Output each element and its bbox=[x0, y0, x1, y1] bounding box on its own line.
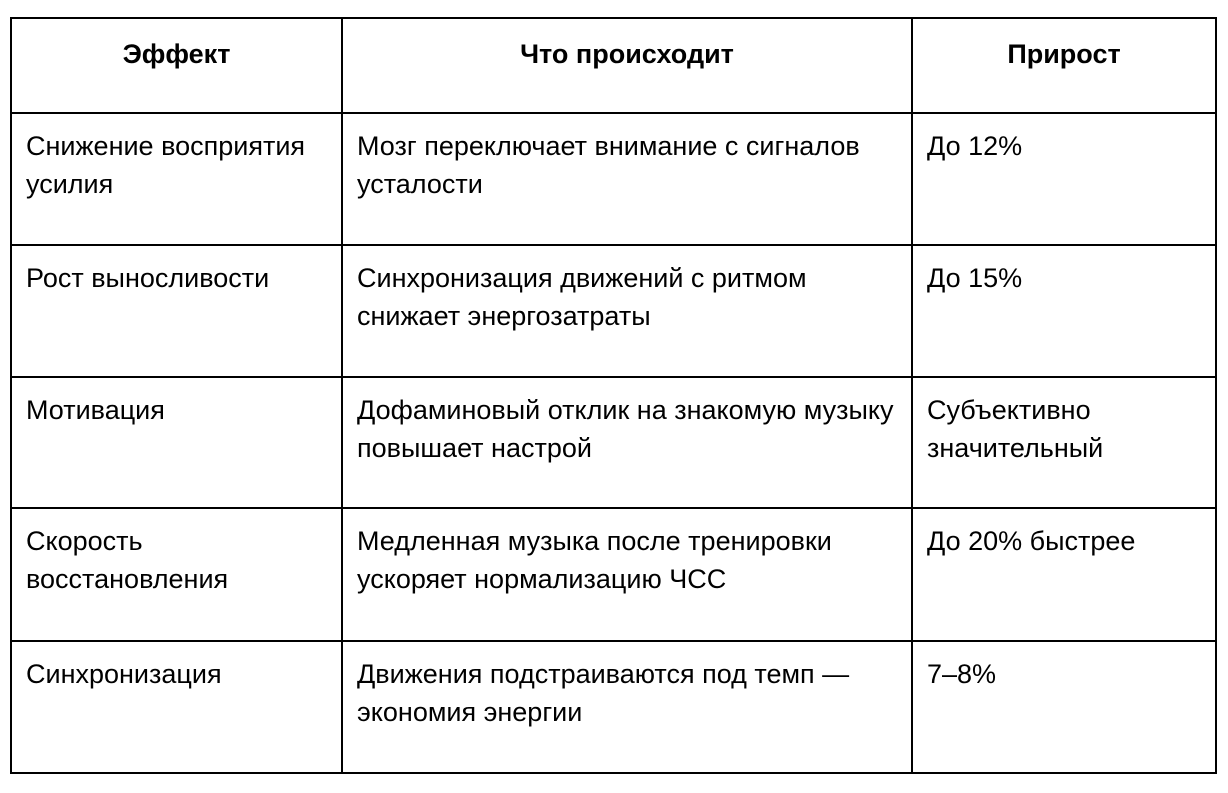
header-effect: Эффект bbox=[11, 18, 342, 113]
table-row bbox=[11, 641, 1216, 773]
cell-effect: Мотивация bbox=[11, 377, 342, 508]
cell-description: Дофаминовый отклик на знакомую музыку повышает настрой bbox=[342, 377, 912, 508]
cell-gain: До 12% bbox=[912, 113, 1216, 245]
cell-gain: До 15% bbox=[912, 245, 1216, 377]
cell-effect: Скорость восстановления bbox=[11, 508, 342, 641]
table-header-row bbox=[11, 18, 1216, 113]
header-what-happens: Что происходит bbox=[342, 18, 912, 113]
cell-description: Медленная музыка после тренировки ускоряет нормализацию ЧСС bbox=[342, 508, 912, 641]
cell-description: Синхронизация движений с ритмом снижает энергозатраты bbox=[342, 245, 912, 377]
table-row bbox=[11, 245, 1216, 377]
cell-effect: Снижение восприятия усилия bbox=[11, 113, 342, 245]
cell-gain: До 20% быстрее bbox=[912, 508, 1216, 641]
cell-effect: Синхронизация bbox=[11, 641, 342, 773]
cell-gain: 7–8% bbox=[912, 641, 1216, 773]
header-gain: Прирост bbox=[912, 18, 1216, 113]
table-row bbox=[11, 377, 1216, 508]
table-row bbox=[11, 508, 1216, 641]
cell-gain: Субъективно значительный bbox=[912, 377, 1216, 508]
table-row bbox=[11, 113, 1216, 245]
cell-description: Движения подстраиваются под темп — экономия энергии bbox=[342, 641, 912, 773]
cell-description: Мозг переключает внимание с сигналов усталости bbox=[342, 113, 912, 245]
cell-effect: Рост выносливости bbox=[11, 245, 342, 377]
effects-table bbox=[10, 17, 1217, 774]
